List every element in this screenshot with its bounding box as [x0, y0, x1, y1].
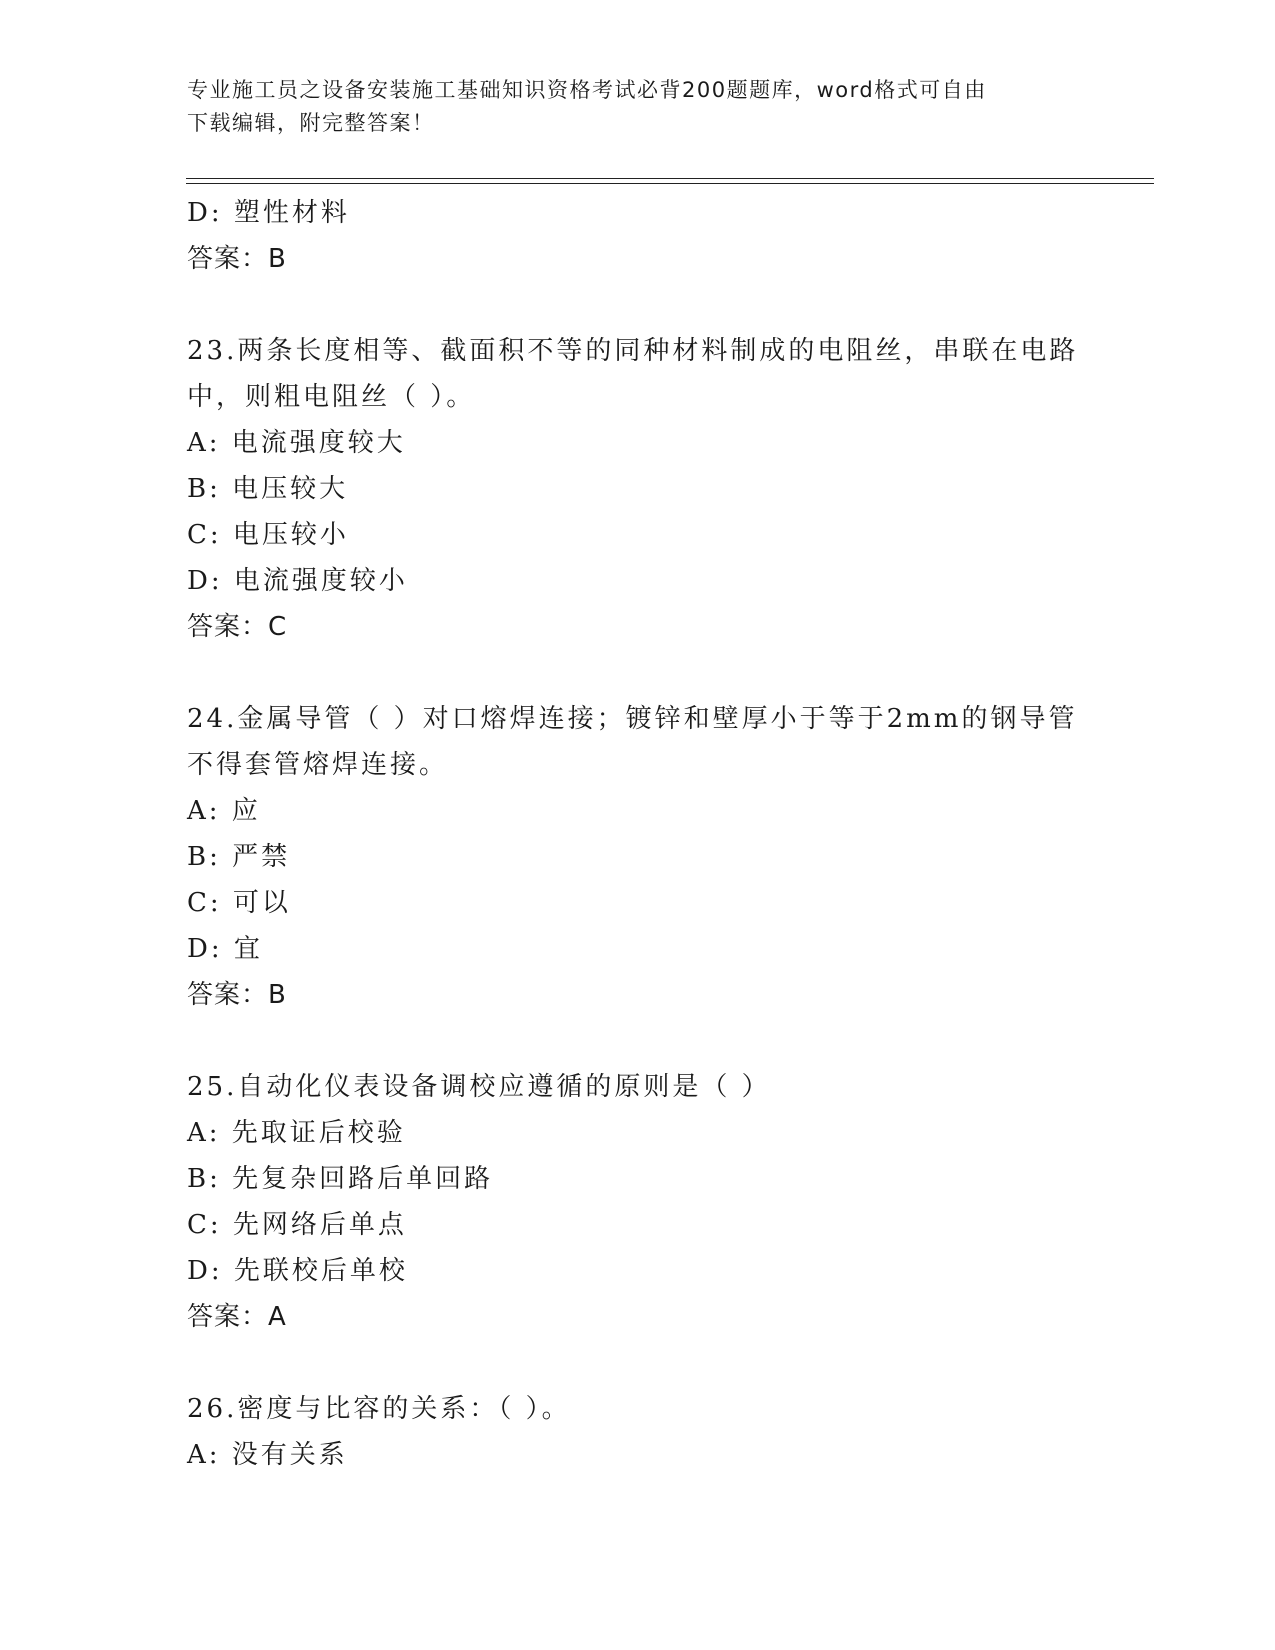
question-stem-continued: 中，则粗电阻丝（ ）。 — [187, 382, 476, 412]
option-d: D: 宜 — [187, 934, 263, 964]
question-23 — [187, 328, 1087, 650]
header-line-2: 下载编辑，附完整答案！ — [187, 111, 435, 135]
option-b: B: 严禁 — [187, 842, 291, 872]
document-header — [187, 74, 1087, 140]
option-c: C: 电压较小 — [187, 520, 349, 550]
question-stem: 24.金属导管（ ）对口熔焊连接；镀锌和壁厚小于等于2mm的钢导管 — [187, 704, 1078, 734]
option-a: A: 应 — [187, 796, 261, 826]
header-line-1: 专业施工员之设备安装施工基础知识资格考试必背200题题库，word格式可自由 — [187, 78, 987, 102]
question-26 — [187, 1386, 1087, 1478]
question-24 — [187, 696, 1087, 1018]
option-d: D: 塑性材料 — [187, 198, 350, 228]
question-stem: 23.两条长度相等、截面积不等的同种材料制成的电阻丝，串联在电路 — [187, 336, 1079, 366]
option-d: D: 先联校后单校 — [187, 1256, 408, 1286]
answer: 答案：B — [187, 244, 287, 274]
question-stem: 25.自动化仪表设备调校应遵循的原则是（ ） — [187, 1072, 771, 1102]
option-d: D: 电流强度较小 — [187, 566, 408, 596]
question-stem: 26.密度与比容的关系：（ ）。 — [187, 1394, 571, 1424]
option-a: A: 没有关系 — [187, 1440, 348, 1470]
question-22-tail — [187, 190, 1087, 282]
option-c: C: 可以 — [187, 888, 291, 918]
question-25 — [187, 1064, 1087, 1340]
option-c: C: 先网络后单点 — [187, 1210, 407, 1240]
option-a: A: 先取证后校验 — [187, 1118, 406, 1148]
question-stem-continued: 不得套管熔焊连接。 — [187, 750, 449, 780]
answer: 答案：A — [187, 1302, 287, 1332]
option-b: B: 电压较大 — [187, 474, 349, 504]
header-divider-bottom — [186, 183, 1154, 184]
answer: 答案：B — [187, 980, 287, 1010]
question-list — [187, 190, 1087, 1478]
option-b: B: 先复杂回路后单回路 — [187, 1164, 494, 1194]
option-a: A: 电流强度较大 — [187, 428, 406, 458]
answer: 答案：C — [187, 612, 288, 642]
header-divider-top — [186, 178, 1154, 179]
